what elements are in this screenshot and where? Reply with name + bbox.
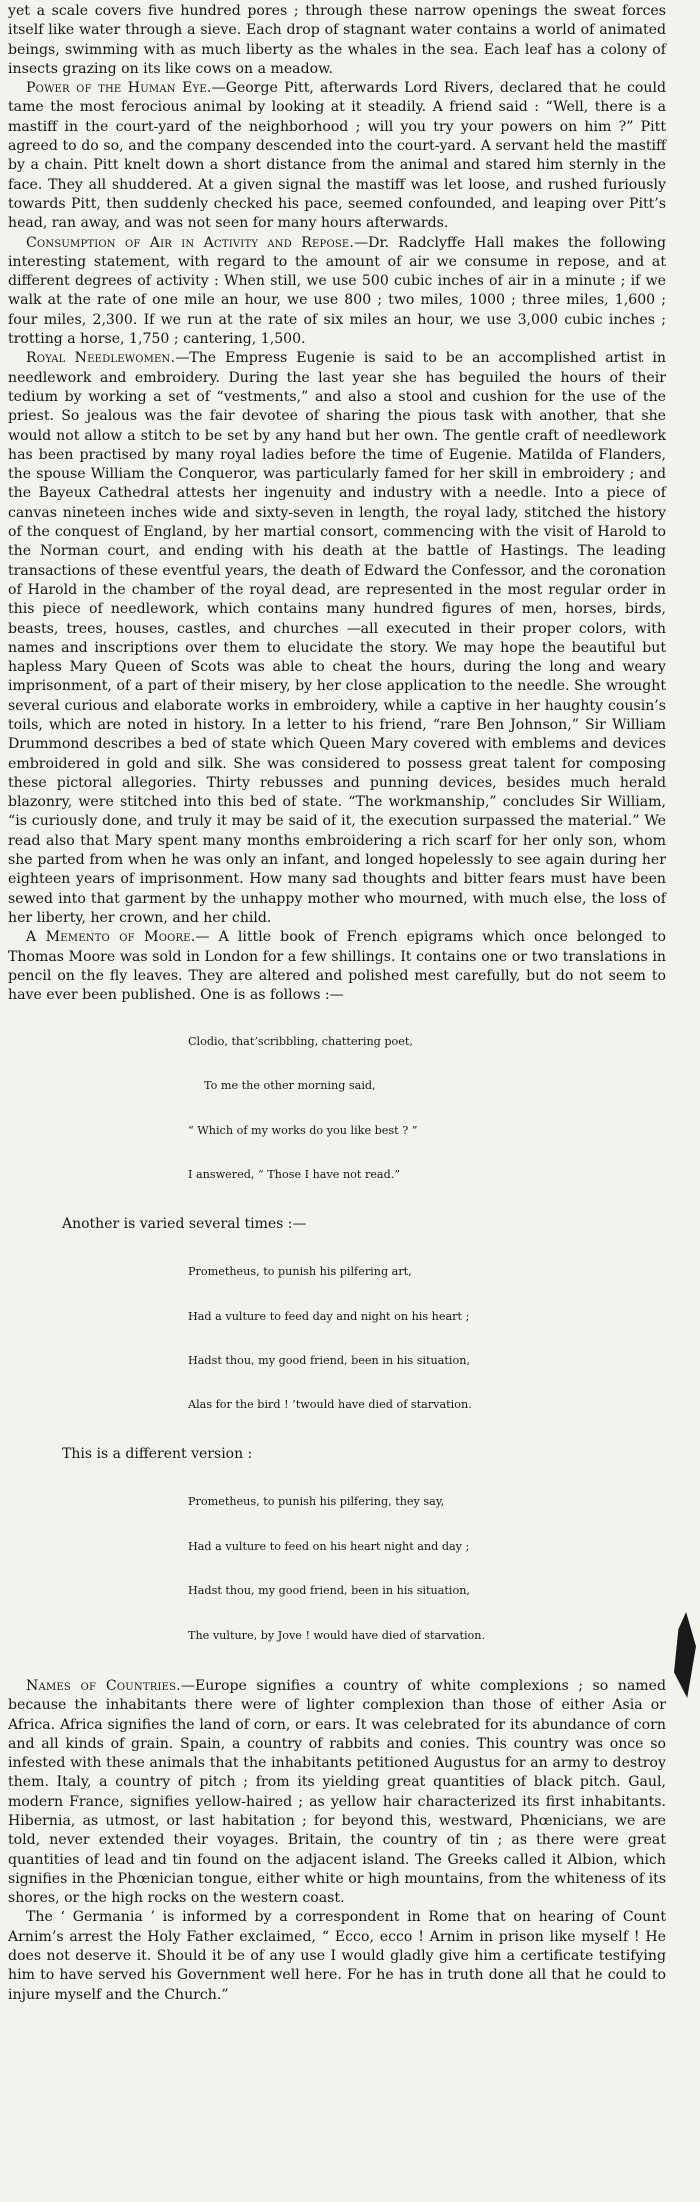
article-heading: Power of the Human Eye. <box>26 80 212 97</box>
epigram-clodio <box>188 1005 666 1212</box>
air-consumption-article <box>8 234 666 350</box>
royal-needlewomen-article <box>8 349 666 928</box>
germania-article <box>8 1908 666 2004</box>
verse-line: The vulture, by Jove ! would have died of starvation. <box>188 1628 486 1642</box>
article-text: —Dr. Radclyffe Hall makes the following interesting statement, with regard to the amount of air we consume in repose, and at different degrees of activity : When still, we use 500 cubic inches of air in a minute ; if we walk at the rate of one mile an hour, we use 800 ; two miles, 1000 ; three miles, 1,600 ; four miles, 2,300. If we run at the rate of six miles an hour, we use 3,000 cubic inches ; trotting a horse, 1,750 ; cantering, 1,500. <box>8 234 666 348</box>
verse-intro-label: Another is varied several times :— <box>62 1215 307 1232</box>
article-heading: A Memento of Moore. <box>26 929 196 946</box>
verse-line: Prometheus, to punish his pilfering art, <box>188 1265 412 1279</box>
verse-line: Alas for the bird ! ’twould have died of starvation. <box>188 1398 472 1412</box>
verse-line: Clodio, that’scribbling, chattering poet, <box>188 1035 413 1049</box>
article-text: — A little book of French epigrams which once belonged to Thomas Moore was sold in London for a few shillings. It contains one or two translations in pencil on the fly leaves. They are altered and polished mest carefully, but do not seem to have ever been published. One is as follows :— <box>8 929 666 1004</box>
verse-line: Hadst thou, my good friend, been in his situation, <box>188 1584 470 1598</box>
verse-intro-label: This is a different version : <box>62 1445 253 1462</box>
memento-of-moore-article <box>8 928 666 1005</box>
verse-line: Had a vulture to feed day and night on his heart ; <box>188 1309 470 1323</box>
paragraph-text: yet a scale covers five hundred pores ; through these narrow openings the sweat forces itself like water through a sieve. Each drop of stagnant water contains a world of animated beings, swimming with as much liberty as the whales in the sea. Each leaf has a colony of insects grazing on its like cows on a meadow. <box>8 3 666 77</box>
verse-line: I answered, “ Those I have not read.” <box>188 1168 401 1182</box>
human-eye-article <box>8 79 666 233</box>
article-heading: Consumption of Air in Activity and Repose. <box>26 234 355 251</box>
epigram-prometheus-2 <box>188 1466 666 1673</box>
verse-line: Had a vulture to feed on his heart night and day ; <box>188 1539 470 1553</box>
article-heading: Names of Countries. <box>26 1677 181 1694</box>
names-of-countries-article <box>8 1677 666 1909</box>
verse-line: To me the other morning said, <box>204 1079 376 1093</box>
verse-line: Hadst thou, my good friend, been in his situation, <box>188 1353 470 1367</box>
article-text: The ‘ Germania ’ is informed by a correspondent in Rome that on hearing of Count Arnim’s arrest the Holy Father exclaimed, “ Ecco, ecco ! Arnim in prison like myself ! He does not deserve it. Should it be of any use I would gladly give him a certificate testifying him to have served his Government well here. For he has in truth done all that he could to injure myself and the Church.” <box>8 1909 666 2003</box>
article-text: —The Empress Eugenie is said to be an accomplished artist in needlework and embroidery. During the last year she has beguiled the hours of their tedium by working a set of “vestments,” and also a stool and cushion for the use of the priest. So jealous was the fair devotee of sharing the pious task with another, that she would not allow a stitch to be set by any hand but her own. The gentle craft of needlework has been practised by many royal ladies before the time of Eugenie. Matilda of Flanders, the spouse William the Conqueror, was particularly famed for her skill in embroidery ; and the Bayeux Cathedral attests her ingenuity and industry with a needle. Into a piece of canvas nineteen inches wide and sixty-seven in length, the royal lady, stitched the history of the conquest of England, by her martial consort, commencing with the visit of Harold to the Norman court, and ending with his death at the battle of Hastings. The leading transactions of these eventful years, the death of Edward the Confessor, and the coronation of Harold in the chamber of the royal dead, are represented in the most regular order in this piece of needlework, which contains many hundred figures of men, horses, birds, beasts, trees, houses, castles, and churches —all executed in their proper colors, with names and inscriptions over them to elucidate the story. We may hope the beautiful but hapless Mary Queen of Scots was able to cheat the hours, during the long and weary imprisonment, of a part of their misery, by her close application to the needle. She wrought several curious and elaborate works in embroidery, while a captive in her haughty cousin’s toils, which are noted in history. In a letter to his friend, “rare Ben Johnson,” Sir William Drummond describes a bed of state which Queen Mary covered with emblems and devices embroidered in gold and silk. She was considered to possess great talent for composing these pictoral allegories. Thirty rebusses and punning devices, besides much herald blazonry, were stitched into this bed of state. “The workmanship,” concludes Sir William, “is curiously done, and truly it may be said of it, the execution surpassed the material.” We read also that Mary spent many months embroidering a rich scarf for her only son, whom she parted from when he was only an infant, and longed hopelessly to see again during her eighteen years of imprisonment. How many sad thoughts and bitter fears must have been sewed into that garment by the unhappy mother who mourned, with much else, the loss of her liberty, her crown, and her child. <box>8 350 666 926</box>
article-text: —Europe signifies a country of white complexions ; so named because the inhabitants there were of lighter complexion than those of either Asia or Africa. Africa signifies the land of corn, or ears. It was celebrated for its abundance of corn and all kinds of grain. Spain, a country of rabbits and conies. This country was once so infested with these animals that the inhabitants petitioned Augustus for an army to destroy them. Italy, a country of pitch ; from its yielding great quantities of black pitch. Gaul, modern France, signifies yellow-haired ; as yellow hair characterized its first inhabitants. Hibernia, as utmost, or last habitation ; for beyond this, westward, Phœnicians, we are told, never extended their voyages. Britain, the country of tin ; as there were great quantities of lead and tin found on the adjacent island. The Greeks called it Albion, which signifies in the Phœnician tongue, either white or high mountains, from the whiteness of its shores, or the high rocks on the western coast. <box>8 1677 666 1907</box>
insects-paragraph <box>8 2 666 79</box>
verse-line: “ Which of my works do you like best ? ” <box>188 1123 418 1137</box>
article-text: —George Pitt, afterwards Lord Rivers, declared that he could tame the most ferocious animal by looking at it steadily. A friend said : “Well, there is a mastiff in the court-yard of the neighborhood ; will you try your powers on him ?” Pitt agreed to do so, and the company descended into the court-yard. A servant held the mastiff by a chain. Pitt knelt down a short distance from the animal and stared him sternly in the face. They all shuddered. At a given signal the mastiff was let loose, and rushed furiously towards Pitt, then suddenly checked his pace, seemed confounded, and leaping over Pitt’s head, ran away, and was not seen for many hours afterwards. <box>8 80 666 232</box>
scan-edge-artifact <box>674 1612 696 1698</box>
article-heading: Royal Needlewomen. <box>26 350 176 367</box>
epigram-prometheus-1 <box>188 1236 666 1443</box>
verse-line: Prometheus, to punish his pilfering, they say, <box>188 1495 445 1509</box>
